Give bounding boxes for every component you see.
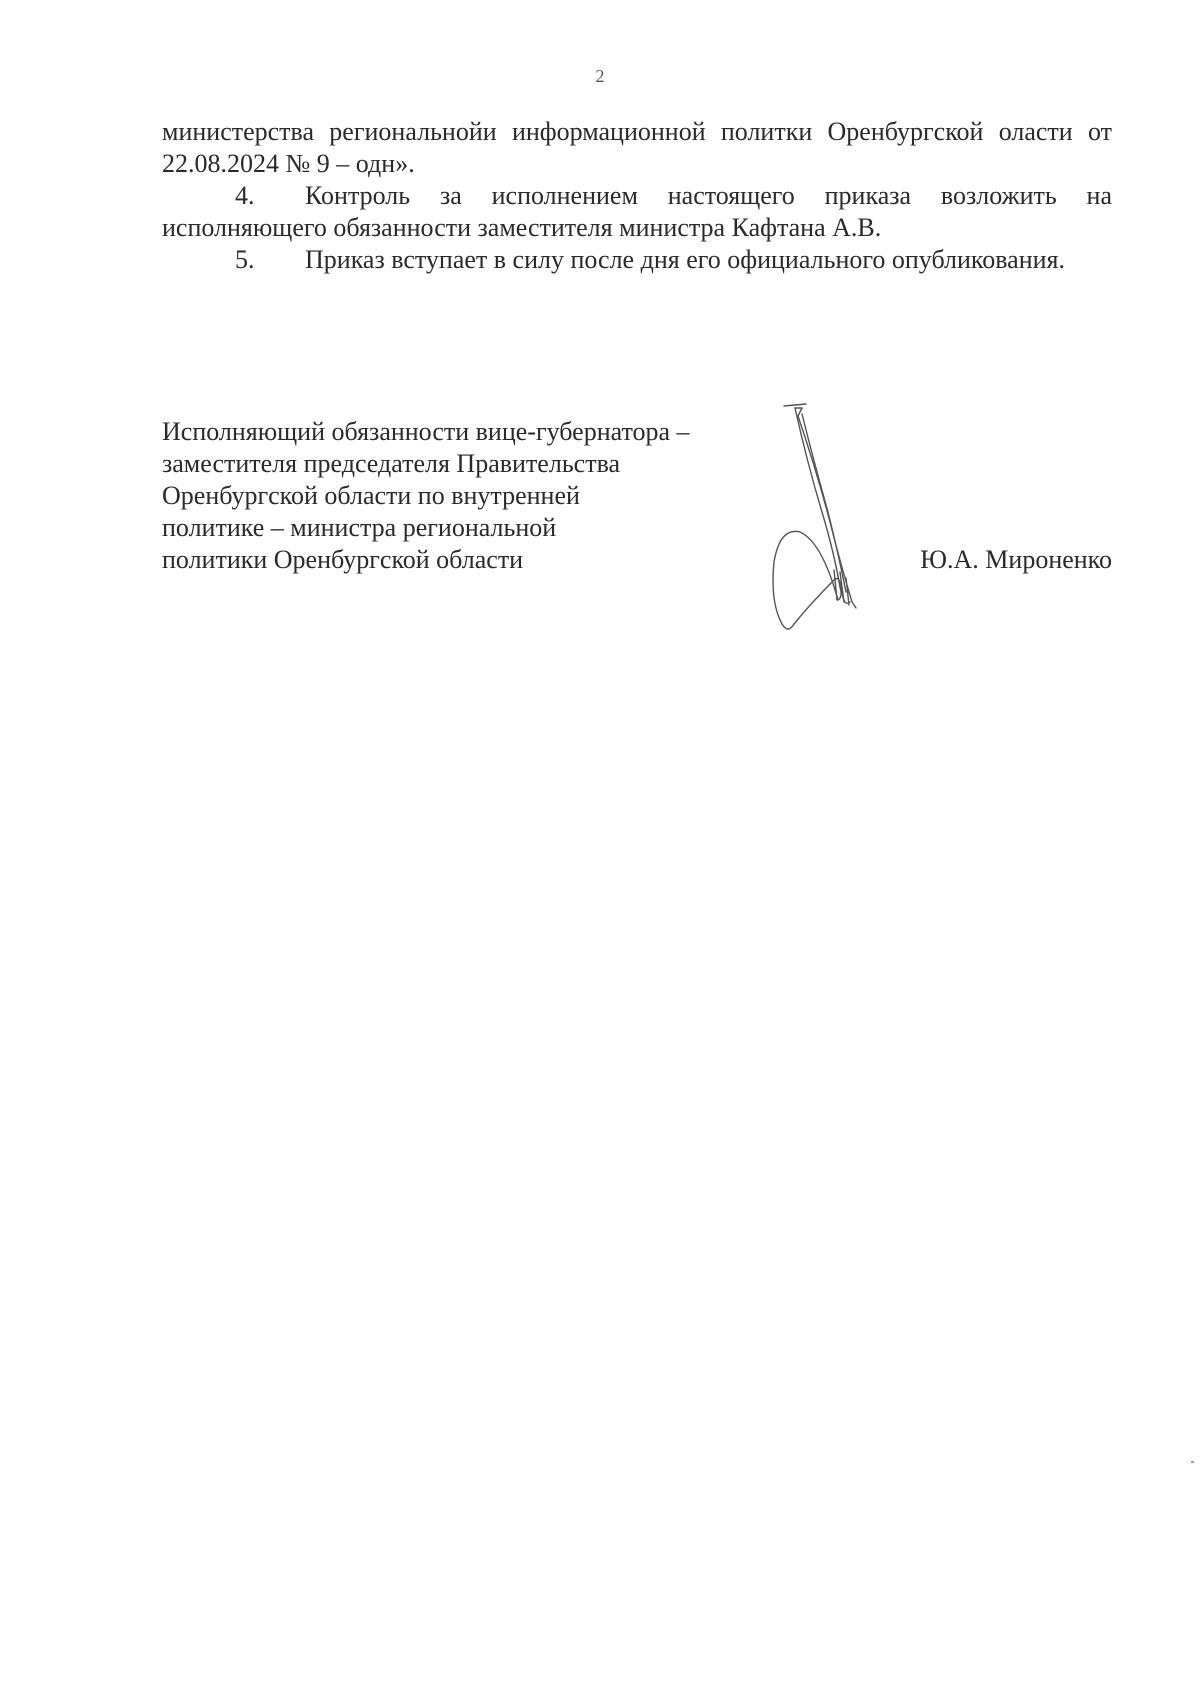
signer-title-line: Исполняющий обязанности вице-губернатора – — [162, 417, 690, 446]
signer-title-line: политики Оренбургской области — [162, 545, 524, 574]
signature-block — [162, 416, 1112, 656]
paragraph-number: 5. — [235, 245, 255, 274]
signer-title-line: Оренбургской области по внутренней — [162, 481, 580, 510]
paragraph-item-4 — [162, 180, 1112, 244]
paragraph-number: 4. — [235, 181, 255, 210]
paragraph-continuation — [162, 116, 1112, 180]
signer-title-line: заместителя председателя Правительства — [162, 449, 621, 478]
body-text — [162, 116, 1112, 276]
signer-title-line: политике – министра региональной — [162, 513, 557, 542]
scan-speck — [1191, 1461, 1194, 1463]
paragraph-text: министерства региональнойи информационной политки Оренбургской оласти от 22.08.2024 № 9 – одн». — [162, 117, 1112, 178]
paragraph-text: Приказ вступает в силу после дня его официального опубликования. — [305, 245, 1065, 274]
signer-name: Ю.А. Мироненко — [920, 545, 1112, 574]
handwritten-signature — [722, 402, 862, 652]
paragraph-item-5 — [162, 244, 1112, 276]
paragraph-text: Контроль за исполнением настоящего приказа возложить на исполняющего обязанности заместителя министра Кафтана А.В. — [162, 181, 1112, 242]
page-number: 2 — [595, 66, 605, 86]
signer-title — [162, 416, 690, 576]
